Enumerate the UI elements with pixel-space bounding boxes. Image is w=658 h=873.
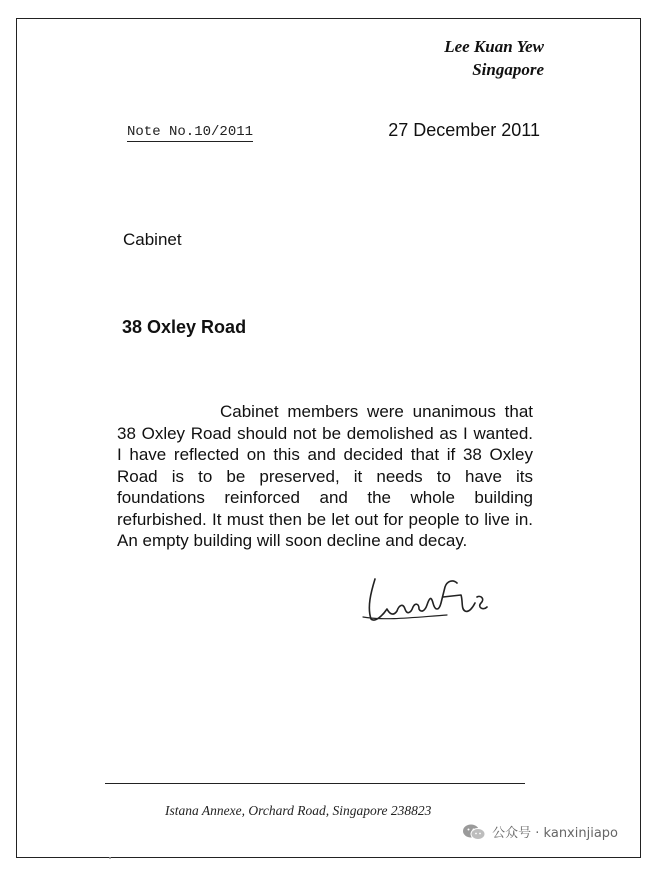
subject-heading: 38 Oxley Road	[122, 317, 247, 337]
watermark	[462, 822, 618, 841]
letter-date: 27 December 2011	[388, 120, 540, 140]
footer-address: Istana Annexe, Orchard Road, Singapore 238823	[165, 803, 432, 818]
note-number: Note No.10/2011	[127, 124, 254, 140]
addressee: Cabinet	[123, 230, 182, 249]
letter-body: Cabinet members were unanimous that 38 Oxley Road should not be demolished as I wanted. I have reflected on this and decided that if 38 Oxley Road is to be preserved, it needs to have its foundations reinforced and the whole building refurbished. It must then be let out for people to live in. An empty building will soon decline and decay.	[117, 402, 533, 550]
signature-icon	[357, 567, 497, 627]
letterhead-name: Lee Kuan Yew	[444, 37, 544, 56]
wechat-icon	[462, 823, 486, 841]
letter-page	[16, 18, 641, 858]
scan-speck	[109, 857, 111, 859]
footer-rule	[105, 783, 525, 784]
letterhead	[444, 35, 544, 81]
watermark-text: 公众号 · kanxinjiapo	[492, 826, 618, 841]
letterhead-location: Singapore	[472, 60, 544, 79]
